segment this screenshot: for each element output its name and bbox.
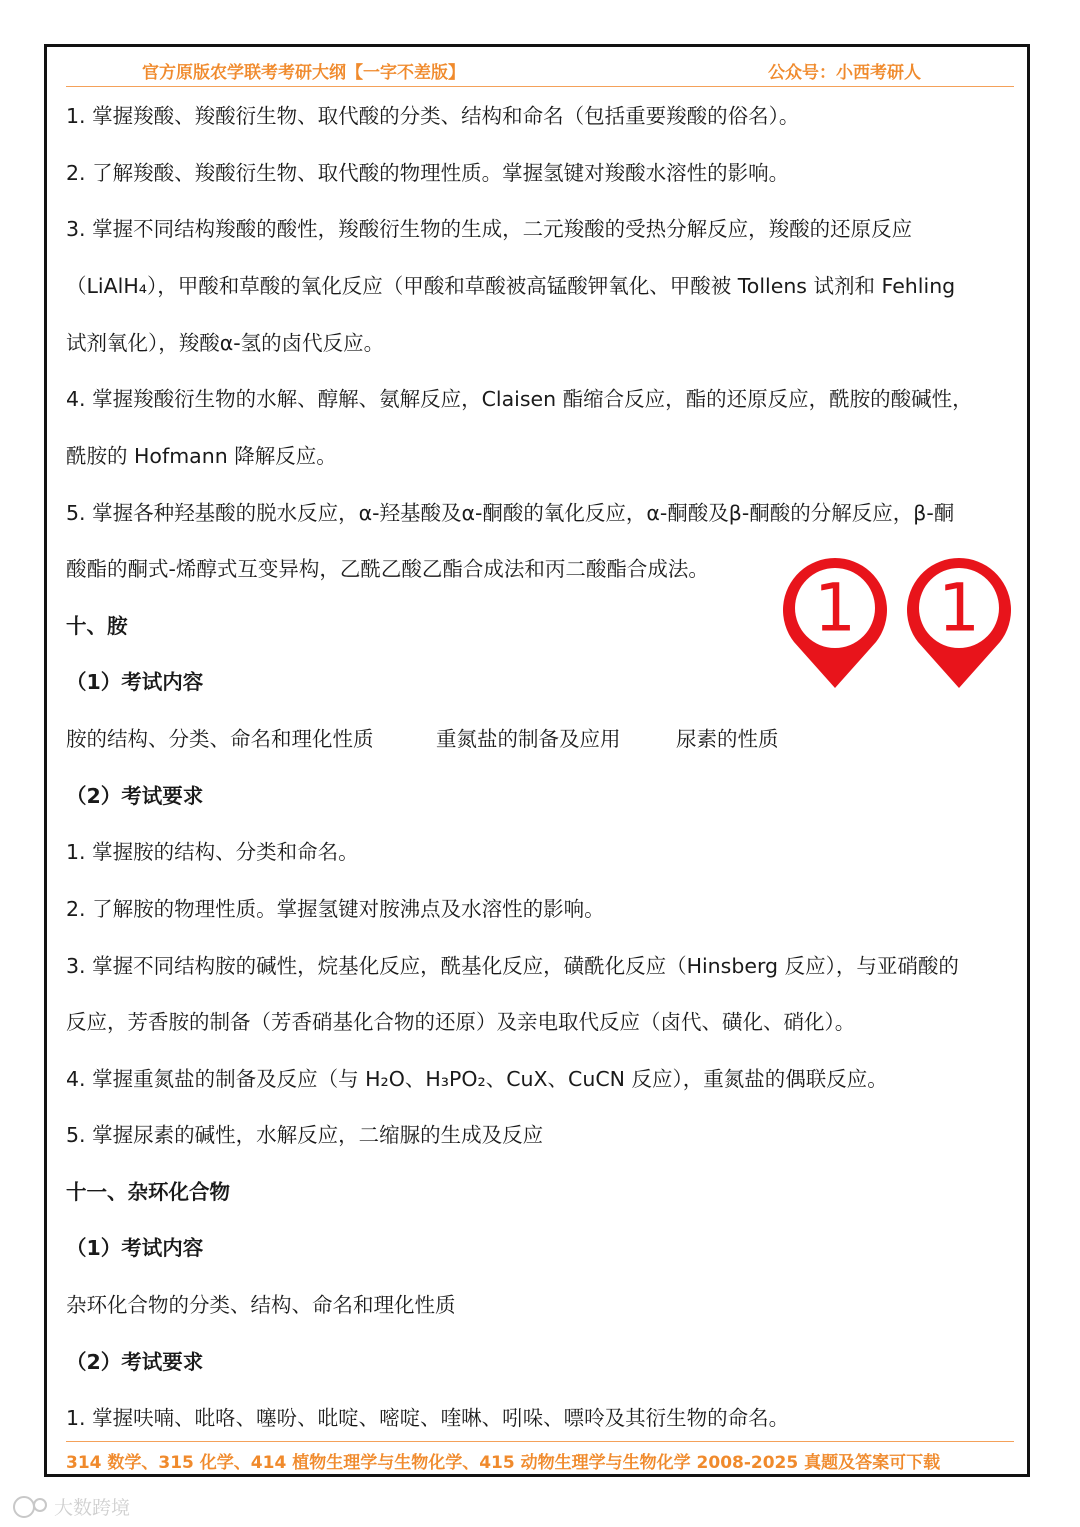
subheading-exam-requirements: （2）考试要求 [66, 784, 204, 808]
carboxylic-req-4-end: 酰胺的 Hofmann 降解反应。 [66, 444, 337, 468]
marker-label: 1 [938, 569, 980, 647]
footer-divider [66, 1441, 1014, 1442]
carboxylic-req-5-end: 酸酯的酮式-烯醇式互变异构，乙酰乙酸乙酯合成法和丙二酸酯合成法。 [66, 557, 709, 581]
content-item: 重氮盐的制备及应用 [436, 727, 621, 751]
map-pin-icon [904, 556, 1014, 690]
subheading-exam-content: （1）考试内容 [66, 670, 204, 694]
amine-req-5: 5. 掌握尿素的碱性，水解反应，二缩脲的生成及反应 [66, 1123, 544, 1147]
carboxylic-req-3: 3. 掌握不同结构羧酸的酸性，羧酸衍生物的生成，二元羧酸的受热分解反应，羧酸的还原反应 [66, 217, 913, 241]
subheading-exam-requirements: （2）考试要求 [66, 1350, 204, 1374]
heterocycle-content: 杂环化合物的分类、结构、命名和理化性质 [66, 1293, 456, 1317]
header-divider [66, 86, 1014, 87]
carboxylic-req-3-end: 试剂氧化），羧酸α-氢的卤代反应。 [66, 331, 385, 355]
carboxylic-req-1: 1. 掌握羧酸、羧酸衍生物、取代酸的分类、结构和命名（包括重要羧酸的俗名）。 [66, 104, 800, 128]
content-item: 尿素的性质 [676, 727, 779, 751]
amine-req-1: 1. 掌握胺的结构、分类和命名。 [66, 840, 359, 864]
carboxylic-req-2: 2. 了解羧酸、羧酸衍生物、取代酸的物理性质。掌握氢键对羧酸水溶性的影响。 [66, 161, 790, 185]
heterocycle-req-1: 1. 掌握呋喃、吡咯、噻吩、吡啶、嘧啶、喹啉、吲哚、嘌呤及其衍生物的命名。 [66, 1406, 790, 1430]
watermark-logo [10, 1493, 150, 1521]
footer-note: 314 数学、315 化学、414 植物生理学与生物化学、415 动物生理学与生物化学 2008-2025 真题及答案可下载 [66, 1453, 941, 1473]
section-heading-amines: 十、胺 [66, 614, 128, 638]
carboxylic-req-3-cont: （LiAlH₄），甲酸和草酸的氧化反应（甲酸和草酸被高锰酸钾氧化、甲酸被 Tollens 试剂和 Fehling [66, 274, 956, 298]
marker-label: 1 [814, 569, 856, 647]
amine-req-3: 3. 掌握不同结构胺的碱性，烷基化反应，酰基化反应，磺酰化反应（Hinsberg 反应），与亚硝酸的 [66, 954, 959, 978]
carboxylic-req-5: 5. 掌握各种羟基酸的脱水反应，α-羟基酸及α-酮酸的氧化反应，α-酮酸及β-酮酸的分解反应，β-酮 [66, 501, 955, 525]
subheading-exam-content: （1）考试内容 [66, 1236, 204, 1260]
carboxylic-req-4: 4. 掌握羧酸衍生物的水解、醇解、氨解反应，Claisen 酯缩合反应，酯的还原反应，酰胺的酸碱性， [66, 387, 973, 411]
map-pin-icon [780, 556, 890, 690]
amine-req-3-cont: 反应，芳香胺的制备（芳香硝基化合物的还原）及亲电取代反应（卤代、磺化、硝化）。 [66, 1010, 856, 1034]
section-heading-heterocycles: 十一、杂环化合物 [66, 1180, 230, 1204]
content-item: 胺的结构、分类、命名和理化性质 [66, 727, 374, 751]
header-account: 公众号：小西考研人 [768, 63, 921, 83]
amine-req-4: 4. 掌握重氮盐的制备及反应（与 H₂O、H₃PO₂、CuX、CuCN 反应），重氮盐的偶联反应。 [66, 1067, 888, 1091]
amine-content-line [66, 724, 1016, 754]
header-title: 官方原版农学联考考研大纲【一字不差版】 [142, 63, 465, 83]
amine-req-2: 2. 了解胺的物理性质。掌握氢键对胺沸点及水溶性的影响。 [66, 897, 605, 921]
watermark-text: 大数跨境 [54, 1497, 131, 1519]
